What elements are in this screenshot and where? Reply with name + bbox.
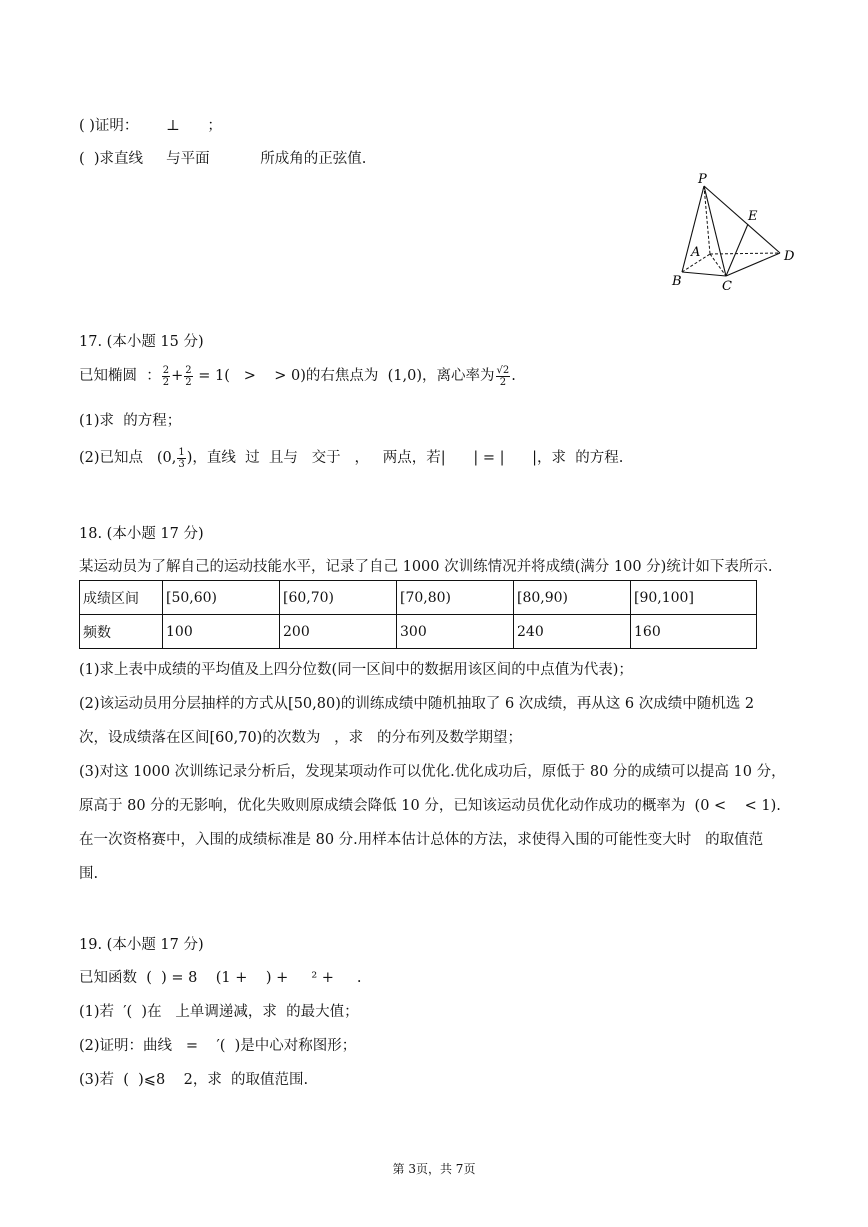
table-cell: 100	[163, 615, 280, 649]
frac-den-2: 2	[185, 376, 192, 388]
page-footer: 第 3页，共 7页	[392, 1162, 476, 1176]
fraction-y2	[184, 365, 192, 388]
frac-den-sqrt: 2	[499, 376, 507, 388]
q19-stem: 已知函数 ( ) = 8 (1 + ) + ² + .	[79, 970, 362, 986]
fraction-eccentricity	[496, 365, 511, 388]
q17-stem-a: 已知椭圆 ：	[79, 368, 161, 384]
q18-part2-line1: (2)该运动员用分层抽样的方式从[50,80)的训练成绩中随机抽取了 6 次成绩，再从这 6 次成绩中随机选 2	[79, 696, 755, 712]
q18-part3-line1: (3)对这 1000 次训练记录分析后，发现某项动作可以优化.优化成功后，原低于 80 分的成绩可以提高 10 分，	[79, 764, 786, 780]
frac-num-sqrt: √2	[496, 364, 510, 376]
q18-stem: 某运动员为了解自己的运动技能水平，记录了自己 1000 次训练情况并将成绩(满分 100 分)统计如下表所示.	[79, 559, 773, 575]
q18-part1: (1)求上表中成绩的平均值及上四分位数(同一区间中的数据用该区间的中点值为代表)；	[79, 662, 633, 678]
frac-num-2: 2	[185, 364, 192, 376]
q19-header: 19. (本小题 17 分)	[79, 937, 204, 953]
table-cell: 频数	[80, 615, 163, 649]
table-cell: 成绩区间	[80, 581, 163, 615]
q17-part2	[79, 446, 623, 470]
table-cell: 160	[631, 615, 757, 649]
table-cell: [70,80)	[397, 581, 514, 615]
frequency-table	[79, 580, 757, 649]
label-p: P	[698, 172, 707, 187]
q17-stem-b: = 1( > > 0)的右焦点为 (1,0)，离心率为	[193, 368, 495, 384]
table-cell: 200	[280, 615, 397, 649]
fraction-x2	[162, 365, 170, 388]
q17-part1: (1)求 的方程；	[79, 413, 182, 429]
table-row	[80, 615, 757, 649]
table-cell: [50,60)	[163, 581, 280, 615]
table-cell: 300	[397, 615, 514, 649]
q18-part3-line3: 在一次资格赛中，入围的成绩标准是 80 分.用样本估计总体的方法，求使得入围的可能性变大时 的取值范	[79, 832, 764, 848]
frac-den-1: 2	[162, 376, 170, 388]
q19-part2: (2)证明：曲线 = ′( )是中心对称图形；	[79, 1038, 357, 1054]
table-cell: [80,90)	[514, 581, 631, 615]
frac-num-1: 2	[162, 364, 170, 376]
pyramid-diagram	[660, 168, 800, 293]
table-cell: [60,70)	[280, 581, 397, 615]
frac-num-13: 1	[178, 446, 185, 458]
frac-den-13: 3	[178, 458, 185, 470]
label-c: C	[722, 279, 732, 293]
fraction-one-third	[177, 447, 185, 470]
label-b: B	[672, 274, 682, 289]
q17-part2-a: (2)已知点 (0,	[79, 450, 177, 466]
q16-part1: ( )证明： ⊥ ；	[79, 118, 222, 134]
q17-header: 17. (本小题 15 分)	[79, 334, 204, 350]
q17-stem: 已知椭圆 ： $\frac{2}{2}$ + $\frac{2}{2}$ = 1( > > 0)的右焦点为 (1,0)，离心率为 $\frac{√2}{2}$ .	[79, 364, 516, 388]
label-d: D	[784, 249, 795, 264]
q18-header: 18. (本小题 17 分)	[79, 526, 204, 542]
q19-part1: (1)若 ′( )在 上单调递减，求 的最大值；	[79, 1004, 359, 1020]
q18-part3-line4: 围.	[79, 866, 99, 882]
q18-part3-line2: 原高于 80 分的无影响，优化失败则原成绩会降低 10 分，已知该运动员优化动作成功的概率为 (0 < < 1).	[79, 798, 781, 814]
label-a: A	[691, 245, 701, 260]
pyramid-figure	[660, 168, 800, 293]
q18-part2-line2: 次，设成绩落在区间[60,70)的次数为 ，求 的分布列及数学期望；	[79, 730, 522, 746]
q16-part2: ( )求直线 与平面 所成角的正弦值.	[79, 151, 367, 167]
table-row	[80, 581, 757, 615]
label-e: E	[748, 209, 758, 224]
table-cell: [90,100]	[631, 581, 757, 615]
q19-part3: (3)若 ( )⩽8 2，求 的取值范围.	[79, 1072, 309, 1088]
q17-part2-b: )，直线 过 且与 交于 ， 两点，若| | = | |，求 的方程.	[186, 450, 624, 466]
table-cell: 240	[514, 615, 631, 649]
